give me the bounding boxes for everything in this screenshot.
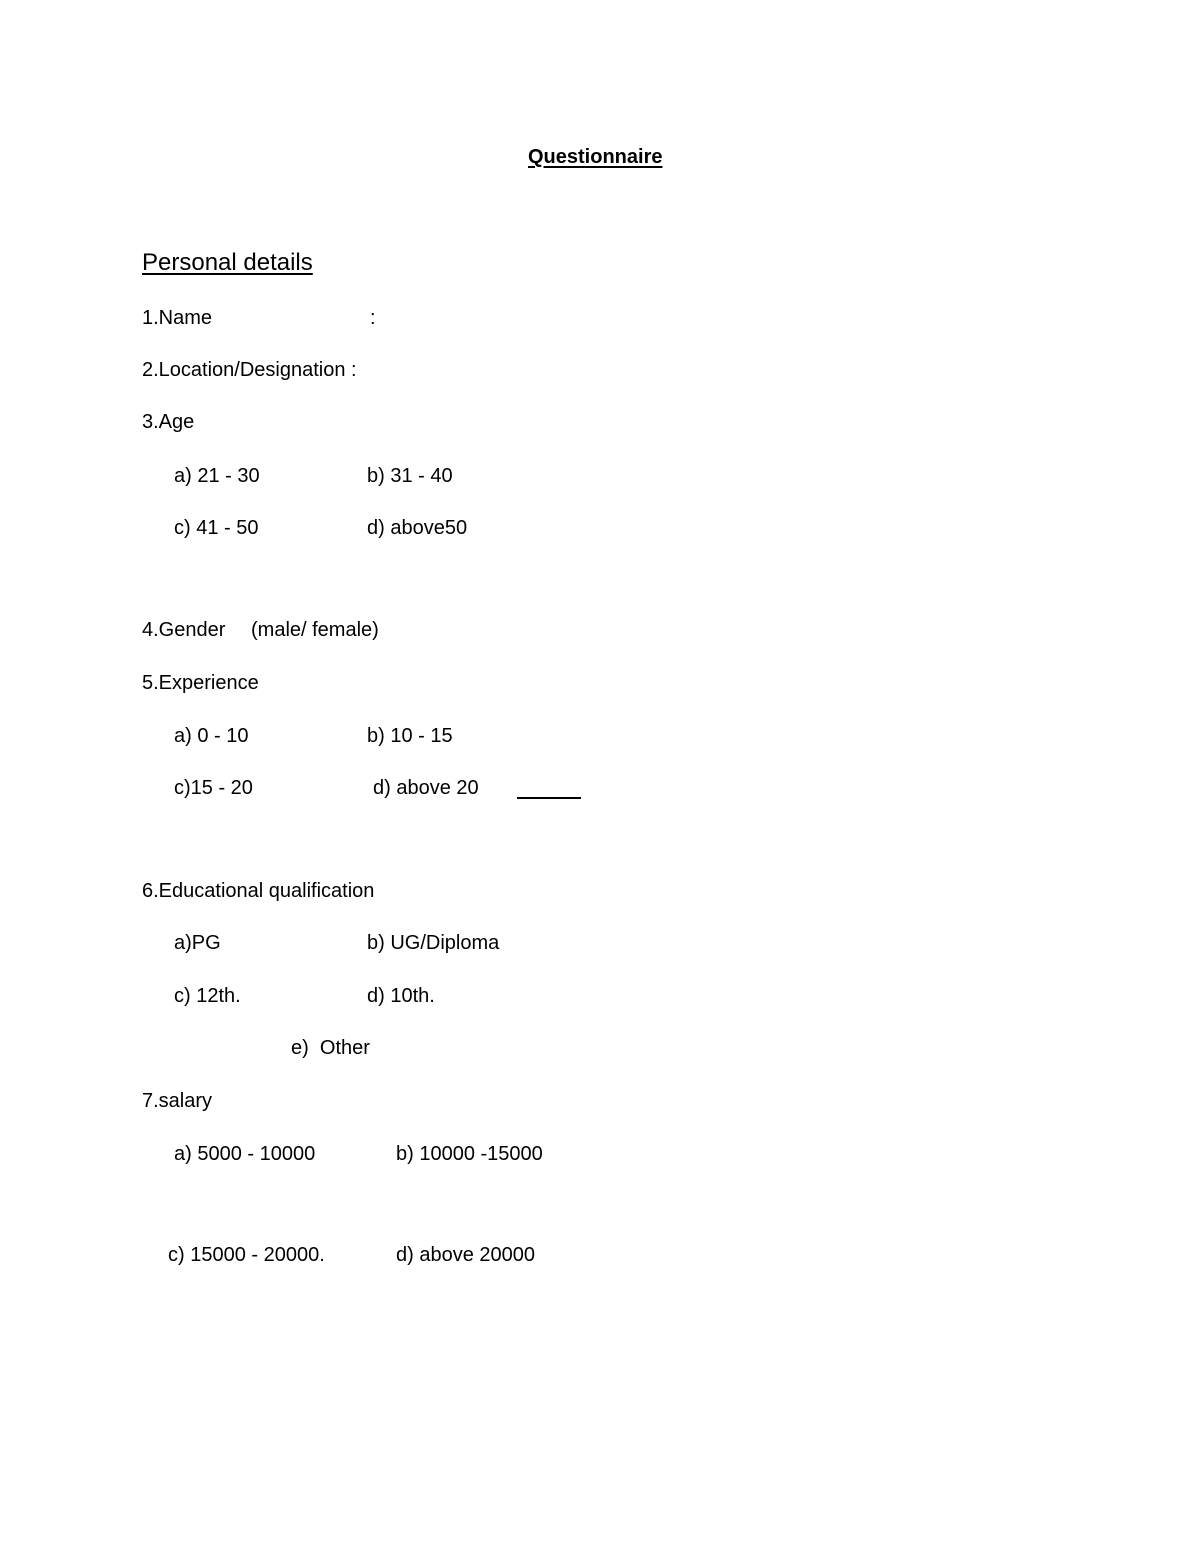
q3-option-b: b) 31 - 40	[367, 465, 453, 487]
q4-gender-choices: (male/ female)	[251, 619, 379, 641]
page-title: Questionnaire	[528, 146, 663, 168]
q6-option-a: a)PG	[174, 932, 221, 954]
q5-option-a: a) 0 - 10	[174, 725, 249, 747]
section-heading: Personal details	[142, 249, 313, 276]
q4-gender-label: 4.Gender	[142, 619, 226, 641]
q6-option-c: c) 12th.	[174, 985, 241, 1007]
q3-option-d: d) above50	[367, 517, 468, 539]
q7-option-a: a) 5000 - 10000	[174, 1143, 316, 1165]
q7-option-c: c) 15000 - 20000.	[168, 1244, 325, 1266]
q7-salary-label: 7.salary	[142, 1090, 213, 1112]
q1-name-label: 1.Name	[142, 307, 213, 329]
q5-experience-label: 5.Experience	[142, 672, 259, 694]
q6-education-label: 6.Educational qualification	[142, 880, 375, 902]
q3-age-label: 3.Age	[142, 411, 195, 433]
q1-colon: :	[370, 307, 376, 329]
q5-option-d: d) above 20	[373, 777, 479, 799]
q5-blank-line	[517, 797, 581, 799]
q6-option-d: d) 10th.	[367, 985, 435, 1007]
q3-option-c: c) 41 - 50	[174, 517, 259, 539]
q5-option-c: c)15 - 20	[174, 777, 253, 799]
q7-option-d: d) above 20000	[396, 1244, 536, 1266]
q5-option-b: b) 10 - 15	[367, 725, 453, 747]
q3-option-a: a) 21 - 30	[174, 465, 260, 487]
q7-option-b: b) 10000 -15000	[396, 1143, 543, 1165]
q6-option-b: b) UG/Diploma	[367, 932, 500, 954]
q2-location-label: 2.Location/Designation :	[142, 359, 357, 381]
q6-option-e: e) Other	[291, 1037, 370, 1059]
